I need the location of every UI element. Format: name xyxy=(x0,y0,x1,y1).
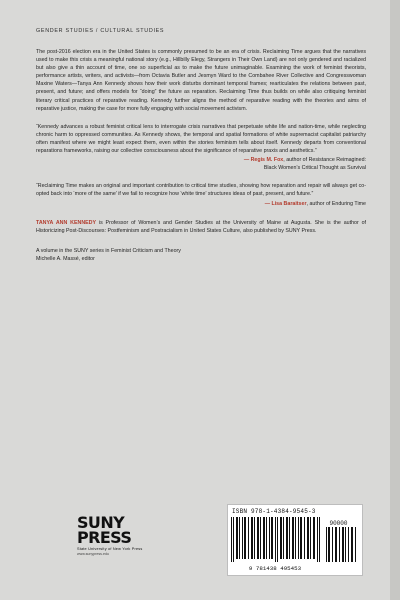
subject-label: GENDER STUDIES / CULTURAL STUDIES xyxy=(36,28,165,34)
endorser-source-1a: , author of Resistance Reimagined: xyxy=(283,157,366,164)
book-description: The post-2016 election era in the United States is commonly presumed to be an era of crisis. Reclaiming Time argues that the narratives used to make this crisis a meaningful national story (e.g., Hillbilly Elegy, Strangers in Their Own Land) are not only gendered and racialized but also give a thin account of time, one so superficial as to make the future unimaginable. Examining the work of feminist theorists, performance artists, writers, and activists—from Octavia Butler and Jesmyn Ward to the Combahee River Collective and Congresswoman Maxine Waters—Tanya Ann Kennedy shows how their work disturbs dominant temporal frames; rearticulates the relations between past, present, and future; and offers models for “doing” the future as reparation. Reclaiming Time thus builds on while also critiquing feminist literary critical practices of reparative reading. Kennedy further aligns the method of reparative reading with the theories and aims of reparative justice, making the case for more fully engaging with social movement activism. xyxy=(36,49,366,112)
endorser-source-2: , author of Enduring Time xyxy=(306,200,366,207)
series-line-1: A volume in the SUNY series in Feminist Criticism and Theory xyxy=(36,247,181,254)
endorser-source-1b: Black Women’s Critical Thought as Survival xyxy=(263,165,366,172)
addon-number: 90000 xyxy=(329,520,348,527)
endorsement-quote-2: “Reclaiming Time makes an original and important contribution to critical time studies, showing how reparation and repair will always get co-opted back into ‘more of the same’ if we fail to recognize how ‘white time’ structures ideas of past, present, and future.” xyxy=(36,183,366,198)
logo-suny: SUNY xyxy=(77,513,125,532)
publisher-website: www.sunypress.edu xyxy=(77,552,109,556)
endorser-name-2: — Lisa Baraitser xyxy=(264,200,307,207)
author-bio xyxy=(36,219,366,235)
series-line-2: Michelle A. Massé, editor xyxy=(36,255,95,262)
publisher-subtitle: State University of New York Press xyxy=(77,547,143,551)
content-column xyxy=(36,28,366,263)
author-bio-text: is Professor of Women’s and Gender Studies at the University of Maine at Augusta. She is the author of Historicizing Post-Discourses: Postfeminism and Postracialism in United States Culture, also published by SUNY Press. xyxy=(36,219,367,234)
endorsement-attribution-1 xyxy=(36,156,366,172)
logo-press: PRESS xyxy=(77,528,132,547)
endorsement-attribution-2 xyxy=(36,200,366,208)
author-name: TANYA ANN KENNEDY xyxy=(36,219,97,226)
series-info xyxy=(36,247,366,263)
cover-edge xyxy=(390,0,400,600)
barcode-number: 9 781438 495453 xyxy=(248,565,302,572)
endorser-name-1: — Regis M. Fox xyxy=(243,157,284,164)
endorsement-quote-1: “Kennedy advances a robust feminist critical lens to interrogate crisis narratives that perpetuate white life and nation-time, while neglecting chronic harm to oppressed communities. As Kennedy shows, the temporal and spatial formations of white supremacist capitalist patriarchy often manifest where we might least expect them, even within the stories feminism tells about itself. Kennedy departs from conventional reparations frameworks, raising our collective consciousness about the significance of reparative praxis and aesthetics.” xyxy=(36,123,366,155)
isbn-text: ISBN 978-1-4384-9545-3 xyxy=(232,508,316,515)
isbn-barcode xyxy=(227,504,363,576)
publisher-logo xyxy=(77,515,197,556)
